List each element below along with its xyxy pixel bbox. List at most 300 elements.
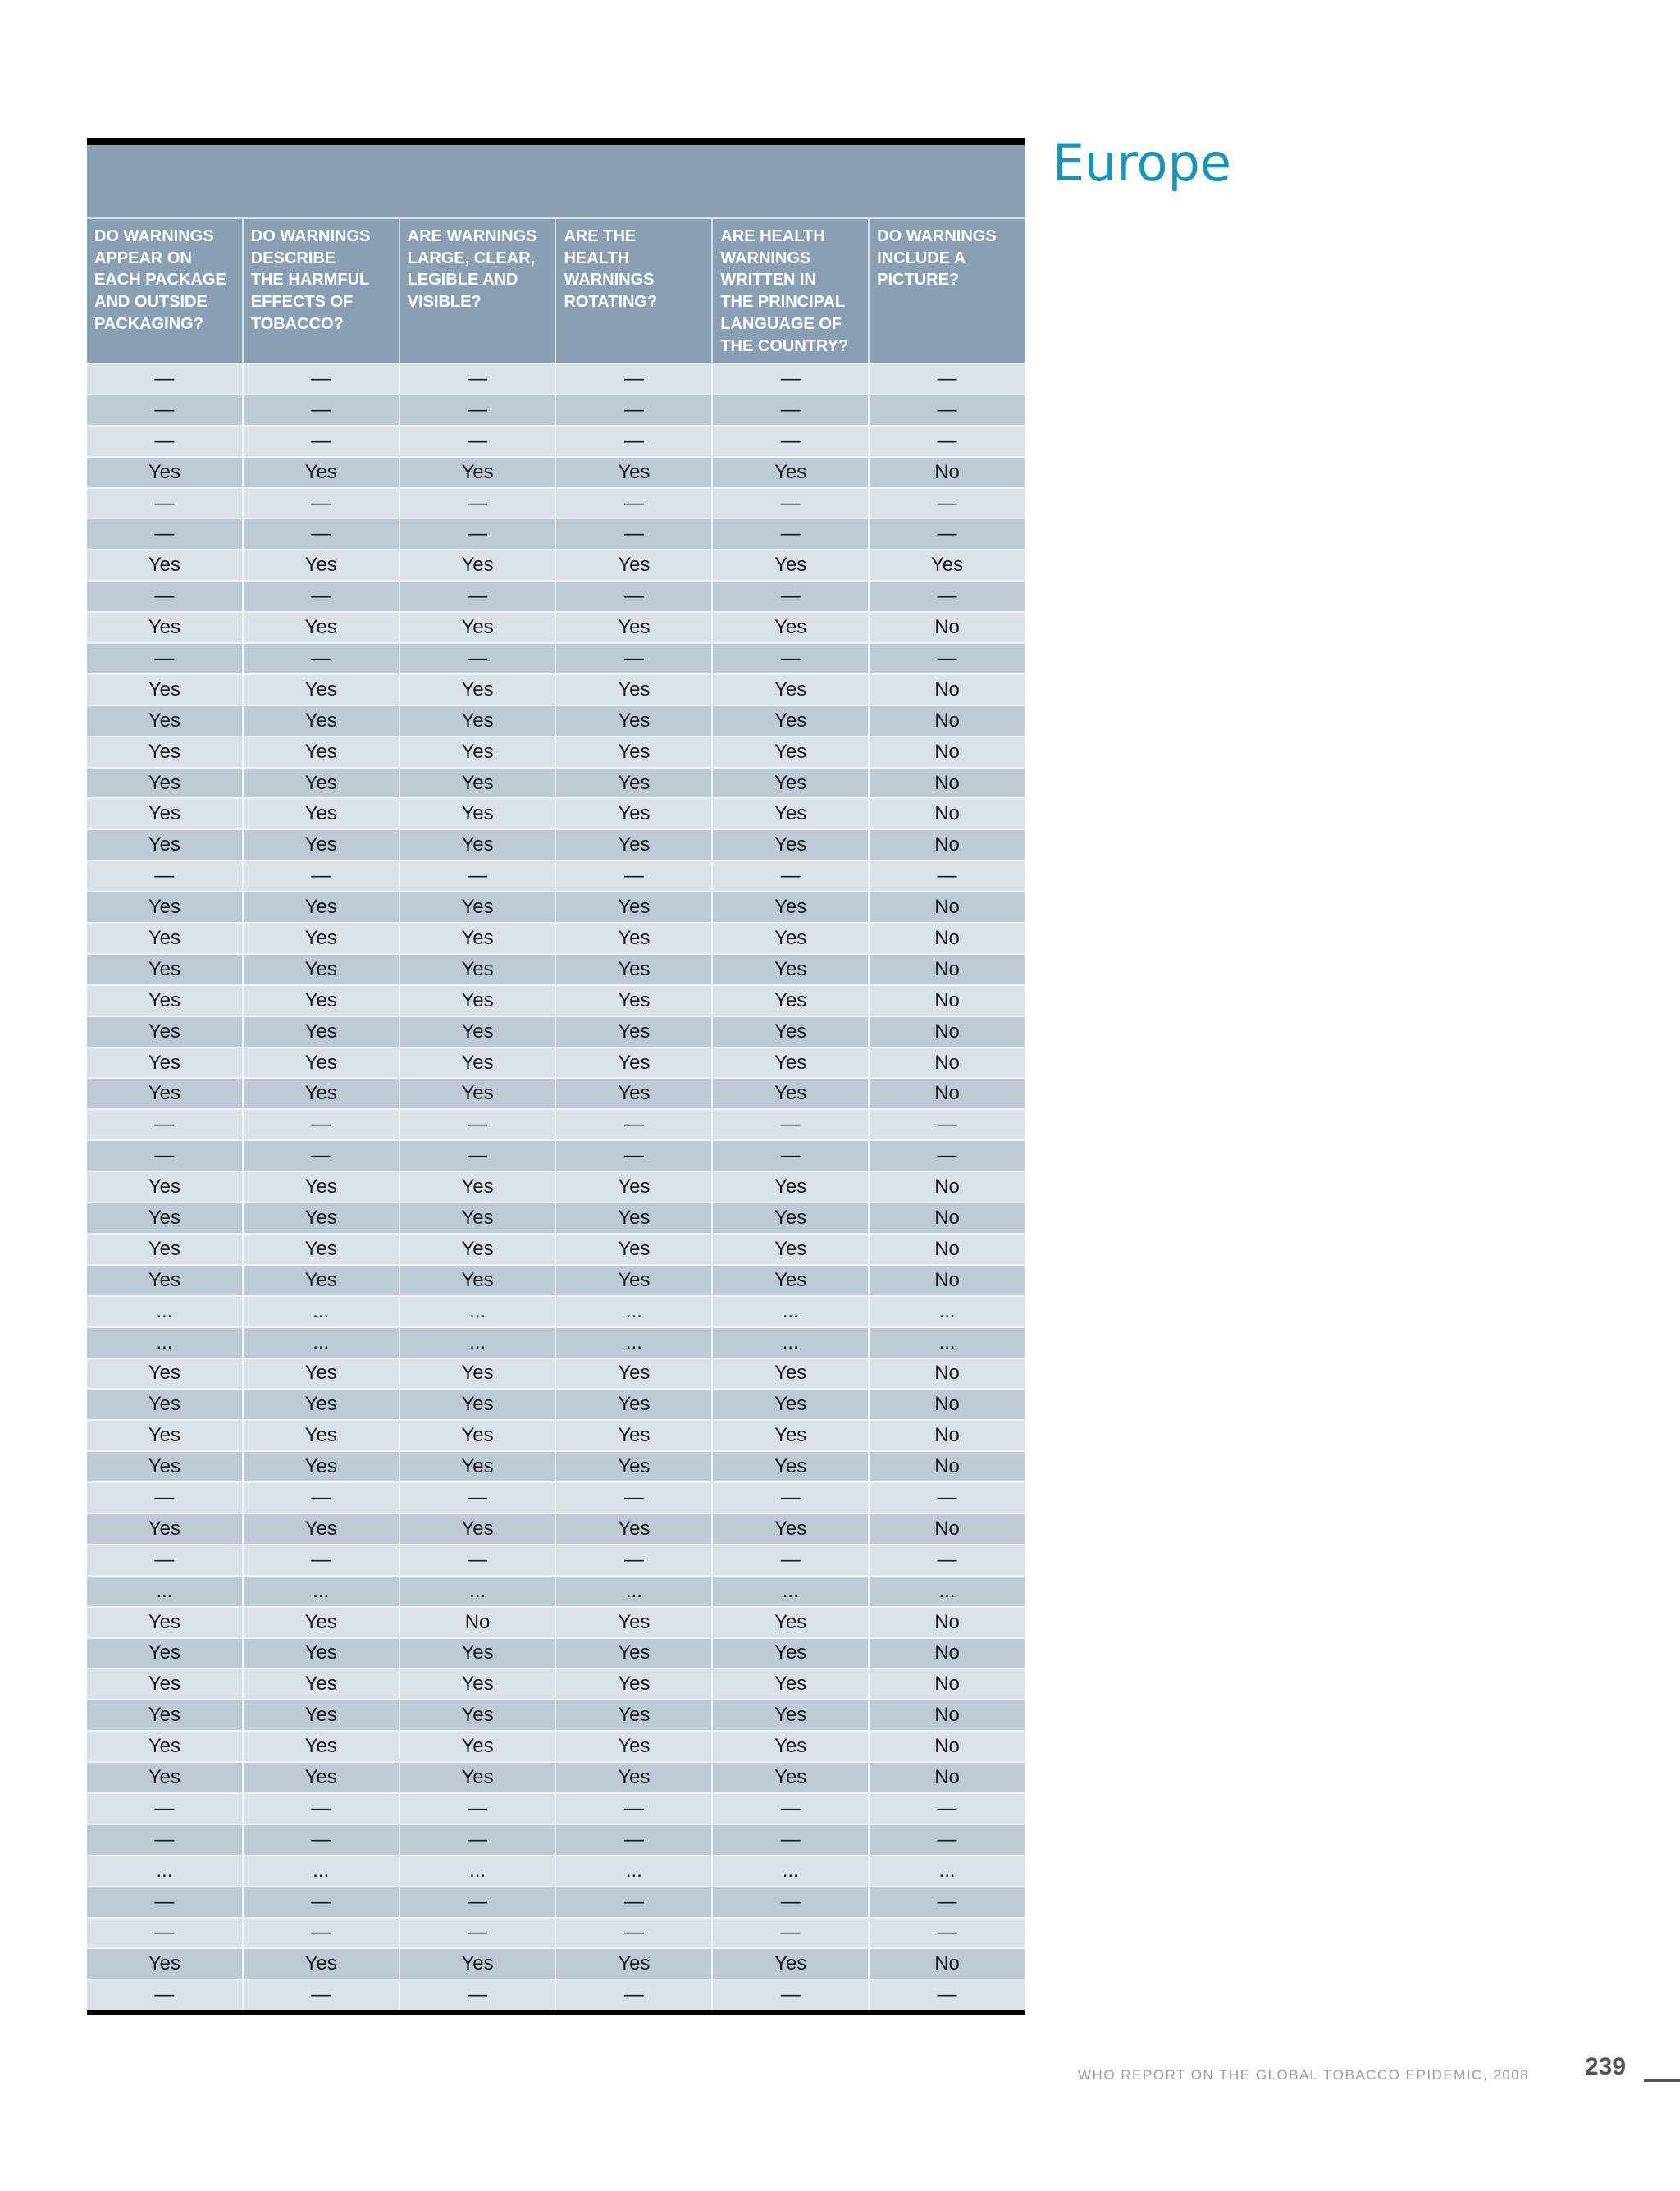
table-row (87, 1668, 1025, 1699)
table-cell: — (870, 425, 1025, 456)
table-cell: Yes (713, 922, 870, 953)
table-cell: Yes (87, 456, 244, 487)
table-cell: — (556, 1139, 713, 1171)
table-cell: Yes (87, 1077, 244, 1108)
table-cell: — (244, 487, 400, 518)
table-cell: Yes (713, 828, 870, 860)
table-cell: — (556, 1108, 713, 1139)
table-cell: — (87, 425, 244, 456)
table-cell: Yes (400, 1668, 557, 1699)
table-cell: ... (87, 1855, 244, 1886)
table-top-rule (87, 138, 1025, 145)
table-cell: — (713, 394, 870, 425)
table-cell: No (870, 1699, 1025, 1730)
table-row (87, 922, 1025, 953)
table-row (87, 767, 1025, 798)
table-row (87, 736, 1025, 767)
table-cell: No (870, 1077, 1025, 1108)
page-number: 239 (1585, 2053, 1627, 2080)
table-cell: Yes (400, 549, 557, 580)
table-cell: ... (713, 1326, 870, 1358)
table-cell: Yes (400, 767, 557, 798)
table-cell: Yes (713, 1668, 870, 1699)
table-cell: — (400, 1139, 557, 1171)
table-bottom-rule (87, 2010, 1025, 2015)
table-cell: ... (87, 1326, 244, 1358)
table-row (87, 797, 1025, 828)
table-cell: Yes (400, 1699, 557, 1730)
table-cell: — (244, 1886, 400, 1917)
table-cell: Yes (244, 456, 400, 487)
table-row (87, 1513, 1025, 1544)
table-row (87, 705, 1025, 736)
table-cell: No (870, 611, 1025, 642)
table-row (87, 828, 1025, 860)
table-row (87, 1388, 1025, 1419)
table-cell: — (400, 1108, 557, 1139)
table-cell: — (400, 860, 557, 891)
table-cell: — (556, 518, 713, 549)
table-cell: Yes (87, 1419, 244, 1450)
table-row (87, 1358, 1025, 1389)
table-row (87, 1016, 1025, 1047)
table-cell: — (87, 580, 244, 611)
table-cell: Yes (400, 1637, 557, 1668)
table-cell: — (400, 1481, 557, 1513)
table-cell: — (870, 1917, 1025, 1948)
table-cell: — (870, 394, 1025, 425)
table-cell: ... (713, 1295, 870, 1326)
table-cell: — (244, 1979, 400, 2010)
table-cell: Yes (556, 673, 713, 705)
table-cell: — (713, 518, 870, 549)
table-cell: Yes (713, 549, 870, 580)
table-row (87, 549, 1025, 580)
table-cell: Yes (87, 1233, 244, 1264)
table-cell: Yes (87, 1699, 244, 1730)
table-cell: — (870, 1108, 1025, 1139)
table-row (87, 1761, 1025, 1792)
table-cell: — (870, 1792, 1025, 1824)
table-cell: Yes (400, 1419, 557, 1450)
table-cell: — (556, 394, 713, 425)
footer-rule (1644, 2079, 1680, 2082)
table-row (87, 1792, 1025, 1824)
table-cell: — (244, 425, 400, 456)
table-cell: Yes (556, 1606, 713, 1637)
table-cell: Yes (244, 1761, 400, 1792)
table-cell: ... (713, 1855, 870, 1886)
table-cell: Yes (556, 705, 713, 736)
table-cell: Yes (87, 1171, 244, 1202)
table-cell: — (87, 1824, 244, 1855)
table-cell: Yes (713, 1233, 870, 1264)
table-cell: — (400, 425, 557, 456)
table-cell: Yes (713, 1388, 870, 1419)
table-cell: Yes (244, 1606, 400, 1637)
table-cell: Yes (244, 1202, 400, 1233)
table-cell: Yes (713, 797, 870, 828)
table-cell: Yes (713, 1947, 870, 1979)
table-cell: Yes (244, 891, 400, 922)
table-row (87, 673, 1025, 705)
table-cell: — (870, 1481, 1025, 1513)
table-cell: — (713, 1139, 870, 1171)
table-cell: — (713, 642, 870, 673)
table-cell: Yes (87, 1358, 244, 1389)
table-cell: No (870, 1450, 1025, 1481)
table-cell: Yes (556, 1730, 713, 1761)
table-row (87, 953, 1025, 984)
table-cell: ... (556, 1855, 713, 1886)
table-cell: Yes (400, 1761, 557, 1792)
table-cell: Yes (244, 1947, 400, 1979)
table-cell: Yes (713, 1419, 870, 1450)
table-cell: — (713, 860, 870, 891)
table-cell: Yes (556, 1358, 713, 1389)
table-cell: Yes (244, 1077, 400, 1108)
table-cell: Yes (400, 705, 557, 736)
table-cell: — (713, 1108, 870, 1139)
table-row (87, 363, 1025, 394)
table-cell: Yes (713, 767, 870, 798)
table-row (87, 1637, 1025, 1668)
table-cell: — (87, 1108, 244, 1139)
table-cell: Yes (244, 1016, 400, 1047)
table-cell: Yes (244, 828, 400, 860)
table-row (87, 580, 1025, 611)
table-cell: — (400, 1979, 557, 2010)
table-cell: Yes (556, 1077, 713, 1108)
table-cell: Yes (713, 1077, 870, 1108)
table-cell: — (556, 1917, 713, 1948)
table-cell: Yes (400, 922, 557, 953)
column-header: DO WARNINGS INCLUDE A PICTURE? (870, 217, 1025, 363)
table-cell: Yes (244, 611, 400, 642)
table-cell: Yes (244, 1668, 400, 1699)
table-cell: — (713, 1917, 870, 1948)
table-cell: — (713, 580, 870, 611)
table-cell: Yes (87, 1388, 244, 1419)
table-cell: Yes (87, 736, 244, 767)
table-cell: ... (400, 1295, 557, 1326)
table-cell: — (400, 518, 557, 549)
table-cell: Yes (400, 828, 557, 860)
table-cell: Yes (556, 1419, 713, 1450)
table-cell: — (870, 487, 1025, 518)
table-cell: Yes (556, 767, 713, 798)
table-row (87, 1077, 1025, 1108)
table-cell: ... (244, 1295, 400, 1326)
table-cell: Yes (244, 705, 400, 736)
table-cell: — (713, 425, 870, 456)
table-row (87, 487, 1025, 518)
table-row (87, 1855, 1025, 1886)
table-cell: — (713, 487, 870, 518)
table-cell: — (244, 1792, 400, 1824)
table-cell: Yes (713, 1202, 870, 1233)
table-cell: — (870, 1886, 1025, 1917)
table-cell: Yes (400, 1016, 557, 1047)
table-cell: Yes (556, 953, 713, 984)
table-cell: — (556, 1544, 713, 1575)
column-header: ARE THE HEALTH WARNINGS ROTATING? (556, 217, 713, 363)
table-cell: Yes (870, 549, 1025, 580)
table-cell: Yes (556, 549, 713, 580)
table-cell: Yes (400, 1388, 557, 1419)
table-cell: Yes (713, 736, 870, 767)
table-row (87, 984, 1025, 1016)
table-cell: Yes (400, 891, 557, 922)
warnings-table (87, 138, 1025, 2015)
table-row (87, 1202, 1025, 1233)
table-cell: Yes (244, 767, 400, 798)
table-cell: ... (870, 1326, 1025, 1358)
table-cell: ... (87, 1295, 244, 1326)
table-cell: Yes (400, 797, 557, 828)
table-cell: — (87, 1139, 244, 1171)
table-cell: No (870, 1016, 1025, 1047)
table-cell: — (244, 518, 400, 549)
column-header: DO WARNINGS APPEAR ON EACH PACKAGE AND OUTSIDE PACKAGING? (87, 217, 244, 363)
table-row (87, 642, 1025, 673)
table-cell: Yes (713, 1730, 870, 1761)
table-cell: Yes (87, 549, 244, 580)
table-cell: — (870, 1139, 1025, 1171)
table-row (87, 1699, 1025, 1730)
table-cell: — (87, 1792, 244, 1824)
table-cell: Yes (87, 673, 244, 705)
table-cell: Yes (400, 1450, 557, 1481)
table-cell: Yes (556, 1016, 713, 1047)
table-cell: Yes (556, 828, 713, 860)
table-row (87, 1326, 1025, 1358)
table-cell: No (870, 1761, 1025, 1792)
table-cell: No (400, 1606, 557, 1637)
table-cell: Yes (244, 1047, 400, 1078)
table-cell: No (870, 953, 1025, 984)
table-cell: Yes (87, 1513, 244, 1544)
table-row (87, 1450, 1025, 1481)
table-cell: No (870, 1668, 1025, 1699)
table-cell: — (87, 394, 244, 425)
table-row (87, 1295, 1025, 1326)
table-cell: Yes (713, 673, 870, 705)
table-cell: No (870, 1233, 1025, 1264)
table-row (87, 1544, 1025, 1575)
table-row (87, 1171, 1025, 1202)
table-cell: Yes (713, 1699, 870, 1730)
table-cell: — (556, 1792, 713, 1824)
table-cell: Yes (244, 1358, 400, 1389)
table-cell: Yes (87, 1264, 244, 1295)
table-cell: ... (556, 1295, 713, 1326)
table-cell: Yes (244, 922, 400, 953)
table-row (87, 860, 1025, 891)
column-header: ARE HEALTH WARNINGS WRITTEN IN THE PRINCIPAL LANGUAGE OF THE COUNTRY? (713, 217, 870, 363)
table-row (87, 1233, 1025, 1264)
table-cell: Yes (556, 1513, 713, 1544)
table-cell: Yes (713, 1513, 870, 1544)
table-cell: ... (556, 1575, 713, 1606)
table-cell: — (400, 642, 557, 673)
table-cell: Yes (244, 736, 400, 767)
table-cell: No (870, 922, 1025, 953)
table-cell: Yes (87, 611, 244, 642)
table-cell: — (87, 1886, 244, 1917)
table-cell: — (870, 580, 1025, 611)
table-cell: ... (556, 1326, 713, 1358)
table-cell: — (244, 363, 400, 394)
table-cell: — (713, 1481, 870, 1513)
table-cell: — (244, 1917, 400, 1948)
table-cell: No (870, 1388, 1025, 1419)
table-cell: — (244, 1108, 400, 1139)
table-cell: ... (870, 1855, 1025, 1886)
table-cell: No (870, 673, 1025, 705)
table-row (87, 1824, 1025, 1855)
table-cell: Yes (556, 1171, 713, 1202)
table-cell: — (870, 1979, 1025, 2010)
table-cell: Yes (244, 797, 400, 828)
table-cell: — (870, 1544, 1025, 1575)
table-cell: Yes (556, 797, 713, 828)
table-cell: No (870, 1419, 1025, 1450)
table-cell: No (870, 1264, 1025, 1295)
table-cell: Yes (87, 797, 244, 828)
table-cell: Yes (87, 767, 244, 798)
table-cell: Yes (400, 953, 557, 984)
table-cell: No (870, 736, 1025, 767)
table-cell: Yes (556, 891, 713, 922)
table-cell: — (87, 487, 244, 518)
table-cell: Yes (244, 673, 400, 705)
table-cell: Yes (400, 1233, 557, 1264)
table-cell: — (244, 580, 400, 611)
table-cell: — (87, 860, 244, 891)
table-row (87, 1947, 1025, 1979)
table-cell: No (870, 1358, 1025, 1389)
table-cell: — (400, 1544, 557, 1575)
table-cell: Yes (400, 1264, 557, 1295)
table-cell: Yes (556, 1637, 713, 1668)
table-body (87, 363, 1025, 2010)
table-title-band (87, 145, 1025, 217)
table-cell: Yes (713, 1358, 870, 1389)
table-cell: — (556, 1886, 713, 1917)
table-cell: Yes (713, 1171, 870, 1202)
table-row (87, 456, 1025, 487)
column-header: DO WARNINGS DESCRIBE THE HARMFUL EFFECTS OF TOBACCO? (244, 217, 400, 363)
table-cell: Yes (713, 456, 870, 487)
table-row (87, 1481, 1025, 1513)
table-row (87, 1979, 1025, 2010)
table-cell: — (870, 363, 1025, 394)
table-cell: Yes (556, 922, 713, 953)
table-cell: Yes (87, 984, 244, 1016)
table-cell: Yes (244, 1450, 400, 1481)
table-cell: Yes (556, 1202, 713, 1233)
table-cell: No (870, 1047, 1025, 1078)
table-cell: — (556, 580, 713, 611)
table-cell: No (870, 1606, 1025, 1637)
table-cell: — (87, 642, 244, 673)
table-cell: ... (400, 1326, 557, 1358)
table-cell: — (87, 1481, 244, 1513)
table-cell: Yes (87, 1047, 244, 1078)
table-cell: — (556, 1481, 713, 1513)
table-cell: Yes (400, 1077, 557, 1108)
table-cell: No (870, 1513, 1025, 1544)
table-cell: ... (400, 1855, 557, 1886)
table-cell: Yes (400, 736, 557, 767)
table-cell: Yes (556, 1761, 713, 1792)
table-cell: — (400, 1792, 557, 1824)
table-cell: No (870, 767, 1025, 798)
table-cell: — (556, 363, 713, 394)
table-cell: — (713, 363, 870, 394)
table-cell: ... (870, 1295, 1025, 1326)
table-cell: No (870, 1637, 1025, 1668)
table-cell: Yes (400, 1202, 557, 1233)
table-cell: — (870, 860, 1025, 891)
table-cell: — (244, 1544, 400, 1575)
table-cell: Yes (244, 1730, 400, 1761)
table-cell: — (870, 518, 1025, 549)
table-cell: Yes (244, 1699, 400, 1730)
table-cell: Yes (87, 1450, 244, 1481)
table-cell: Yes (87, 891, 244, 922)
table-cell: Yes (400, 1947, 557, 1979)
table-row (87, 518, 1025, 549)
table-cell: — (87, 518, 244, 549)
table-cell: Yes (244, 549, 400, 580)
table-cell: Yes (400, 1513, 557, 1544)
table-cell: Yes (87, 953, 244, 984)
table-cell: — (87, 1979, 244, 2010)
table-cell: — (556, 425, 713, 456)
table-cell: Yes (713, 984, 870, 1016)
table-cell: Yes (713, 611, 870, 642)
table-cell: Yes (244, 1513, 400, 1544)
table-cell: — (556, 487, 713, 518)
table-cell: ... (713, 1575, 870, 1606)
table-cell: Yes (556, 736, 713, 767)
table-cell: — (400, 1917, 557, 1948)
table-cell: Yes (400, 673, 557, 705)
region-title: Europe (1052, 133, 1232, 193)
table-cell: No (870, 891, 1025, 922)
table-cell: Yes (87, 922, 244, 953)
table-row (87, 1108, 1025, 1139)
table-cell: Yes (400, 1171, 557, 1202)
table-cell: Yes (713, 1606, 870, 1637)
table-cell: Yes (87, 1668, 244, 1699)
table-cell: Yes (87, 828, 244, 860)
table-cell: Yes (713, 1016, 870, 1047)
table-cell: No (870, 1947, 1025, 1979)
table-cell: — (713, 1792, 870, 1824)
table-cell: Yes (556, 1233, 713, 1264)
table-row (87, 611, 1025, 642)
table-cell: — (400, 580, 557, 611)
table-cell: Yes (556, 611, 713, 642)
table-cell: — (556, 860, 713, 891)
table-cell: Yes (400, 1730, 557, 1761)
table-row (87, 1139, 1025, 1171)
table-cell: — (713, 1886, 870, 1917)
table-cell: No (870, 705, 1025, 736)
